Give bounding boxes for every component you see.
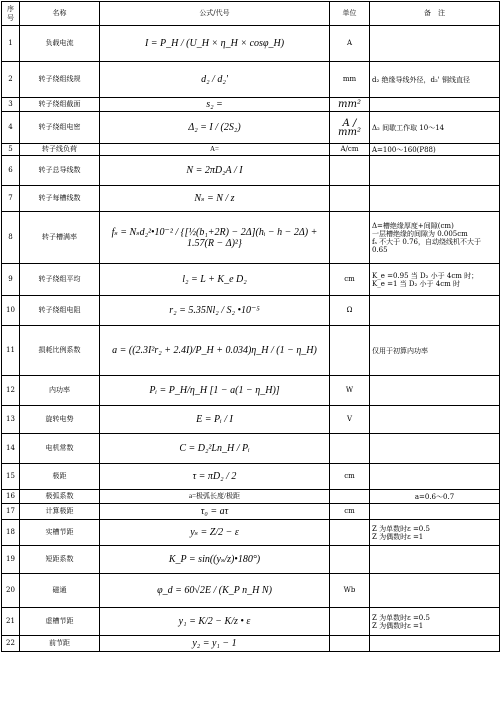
row-unit: Wb — [330, 574, 370, 608]
row-note — [370, 464, 500, 490]
row-unit — [330, 212, 370, 264]
table-row — [2, 326, 500, 376]
table-row — [2, 434, 500, 464]
header-note: 备 注 — [370, 2, 500, 26]
row-name: 转子绕组平均 — [20, 264, 100, 296]
row-name: 转子绕组线规 — [20, 62, 100, 98]
note-line: Z 为单数时ε =0.5 — [372, 524, 430, 533]
row-number: 13 — [2, 406, 20, 434]
row-name: 内功率 — [20, 376, 100, 406]
row-note — [370, 212, 500, 264]
row-unit: A / mm² — [330, 112, 370, 144]
row-formula: φ_d = 60√2E / (K_P n_H N) — [100, 574, 330, 608]
row-note — [370, 296, 500, 326]
row-unit — [330, 520, 370, 546]
row-unit: A/cm — [330, 144, 370, 156]
row-number: 17 — [2, 504, 20, 520]
header-name: 名称 — [20, 2, 100, 26]
row-number: 10 — [2, 296, 20, 326]
row-note — [370, 434, 500, 464]
table-row — [2, 264, 500, 296]
note-line: A=100～160(P88) — [372, 145, 436, 154]
formula-table — [1, 1, 500, 652]
row-number: 15 — [2, 464, 20, 490]
row-unit: mm — [330, 62, 370, 98]
row-name: 计算极距 — [20, 504, 100, 520]
table-header-row — [2, 2, 500, 26]
row-number: 11 — [2, 326, 20, 376]
row-note — [370, 144, 500, 156]
row-note — [370, 376, 500, 406]
row-formula: A= — [100, 144, 330, 156]
row-unit: W — [330, 376, 370, 406]
row-formula: I = P_H / (U_H × η_H × cosφ_H) — [100, 26, 330, 62]
row-name: 极弧系数 — [20, 490, 100, 504]
row-unit — [330, 636, 370, 652]
note-line: K_e =0.95 当 D₂ 小于 4cm 时； — [372, 271, 479, 280]
row-name: 旋转电势 — [20, 406, 100, 434]
row-name: 转子绕组电密 — [20, 112, 100, 144]
row-note — [370, 608, 500, 636]
note-line: Δ₂ 间歇工作取 10～14 — [372, 123, 445, 132]
row-number: 14 — [2, 434, 20, 464]
note-line: 一层槽绝缘的间隙为 0.005cm — [372, 229, 468, 238]
row-note — [370, 112, 500, 144]
row-name: 转子槽满率 — [20, 212, 100, 264]
note-line: Z 为偶数时ε =1 — [372, 621, 424, 630]
row-note — [370, 504, 500, 520]
row-name: 磁通 — [20, 574, 100, 608]
row-name: 极距 — [20, 464, 100, 490]
table-row — [2, 406, 500, 434]
row-note — [370, 326, 500, 376]
row-name: 转子线负荷 — [20, 144, 100, 156]
table-row — [2, 376, 500, 406]
row-name: 负载电流 — [20, 26, 100, 62]
row-name: 实槽节距 — [20, 520, 100, 546]
note-line: 仅用于初算内功率 — [372, 346, 428, 355]
row-unit: A — [330, 26, 370, 62]
row-formula: s₂ = — [100, 98, 330, 112]
row-unit — [330, 546, 370, 574]
row-unit: mm² — [330, 98, 370, 112]
note-line: Z 为偶数时ε =1 — [372, 532, 424, 541]
table-row — [2, 144, 500, 156]
row-unit: cm — [330, 504, 370, 520]
row-name: 转子绕组电阻 — [20, 296, 100, 326]
note-line: Z 为单数时ε =0.5 — [372, 613, 430, 622]
row-unit: Ω — [330, 296, 370, 326]
row-note — [370, 406, 500, 434]
row-formula: fₛ = Nₛd₂²•10⁻² / {[½(b₁+2R) − 2Δ](hᵢ − h − 2Δ) + 1.57(R − Δ)²} — [100, 212, 330, 264]
row-unit: V — [330, 406, 370, 434]
row-number: 20 — [2, 574, 20, 608]
table-row — [2, 212, 500, 264]
row-formula: yₛ = Z/2 − ε — [100, 520, 330, 546]
row-formula: Pᵢ = P_H/η_H [1 − a(1 − η_H)] — [100, 376, 330, 406]
note-line: Δ=槽绝缘厚度+间隙(cm) — [372, 221, 454, 230]
table-row — [2, 574, 500, 608]
table-row — [2, 186, 500, 212]
row-formula: K_P = sin((yₛ/z)•180°) — [100, 546, 330, 574]
table-row — [2, 520, 500, 546]
row-unit — [330, 434, 370, 464]
row-number: 12 — [2, 376, 20, 406]
note-line: a=0.6～0.7 — [414, 492, 455, 501]
note-line: fₛ 不大于 0.76，自动绕线机不大于 0.65 — [372, 237, 481, 254]
row-formula: l₂ = L + K_e D₂ — [100, 264, 330, 296]
row-formula: τ = πD₂ / 2 — [100, 464, 330, 490]
row-formula: Δ₂ = I / (2S₂) — [100, 112, 330, 144]
row-unit — [330, 608, 370, 636]
row-number: 21 — [2, 608, 20, 636]
row-note — [370, 98, 500, 112]
row-name: 短距系数 — [20, 546, 100, 574]
row-number: 5 — [2, 144, 20, 156]
row-number: 1 — [2, 26, 20, 62]
row-number: 3 — [2, 98, 20, 112]
note-line: K_e =1 当 D₂ 小于 4cm 时 — [372, 279, 460, 288]
row-unit — [330, 186, 370, 212]
row-number: 4 — [2, 112, 20, 144]
row-name: 损耗比例系数 — [20, 326, 100, 376]
row-name: 电机常数 — [20, 434, 100, 464]
row-formula: E = Pᵢ / I — [100, 406, 330, 434]
header-no: 序号 — [2, 2, 20, 26]
table-row — [2, 608, 500, 636]
table-row — [2, 156, 500, 186]
row-note — [370, 264, 500, 296]
row-formula: r₂ = 5.35Nl₂ / S₂ •10⁻⁵ — [100, 296, 330, 326]
table-row — [2, 636, 500, 652]
row-formula: y₁ = K/2 − K/z • ε — [100, 608, 330, 636]
row-name: 前节距 — [20, 636, 100, 652]
row-formula: a=极弧长度/极距 — [100, 490, 330, 504]
row-number: 18 — [2, 520, 20, 546]
row-unit — [330, 326, 370, 376]
row-number: 22 — [2, 636, 20, 652]
row-name: 虚槽节距 — [20, 608, 100, 636]
row-note — [370, 636, 500, 652]
row-note — [370, 520, 500, 546]
table-row — [2, 546, 500, 574]
table-row — [2, 464, 500, 490]
row-name: 转子每槽线数 — [20, 186, 100, 212]
header-unit: 单位 — [330, 2, 370, 26]
row-number: 8 — [2, 212, 20, 264]
row-number: 7 — [2, 186, 20, 212]
row-number: 19 — [2, 546, 20, 574]
row-formula: C = D₂²Ln_H / Pᵢ — [100, 434, 330, 464]
table-row — [2, 296, 500, 326]
row-number: 6 — [2, 156, 20, 186]
row-unit: cm — [330, 464, 370, 490]
table-row — [2, 98, 500, 112]
row-formula: d₂ / d₂' — [100, 62, 330, 98]
row-note — [370, 186, 500, 212]
row-unit — [330, 490, 370, 504]
table-row — [2, 26, 500, 62]
row-formula: τ₀ = aτ — [100, 504, 330, 520]
table-row — [2, 112, 500, 144]
row-note — [370, 574, 500, 608]
table-row — [2, 504, 500, 520]
row-note — [370, 26, 500, 62]
row-formula: N = 2πD₂A / I — [100, 156, 330, 186]
row-unit — [330, 156, 370, 186]
row-name: 转子绕组截面 — [20, 98, 100, 112]
row-name: 转子总导线数 — [20, 156, 100, 186]
row-note — [370, 490, 500, 504]
row-number: 2 — [2, 62, 20, 98]
table-body — [2, 26, 500, 652]
row-number: 9 — [2, 264, 20, 296]
row-formula: a = ((2.3I²r₂ + 2.4I)/P_H + 0.034)η_H / (1 − η_H) — [100, 326, 330, 376]
table-row — [2, 62, 500, 98]
note-line: d₂ 绝缘导线外径，d₂' 铜线直径 — [372, 75, 470, 84]
row-unit: cm — [330, 264, 370, 296]
row-formula: Nₛ = N / z — [100, 186, 330, 212]
table-row — [2, 490, 500, 504]
row-note — [370, 546, 500, 574]
row-note — [370, 156, 500, 186]
row-number: 16 — [2, 490, 20, 504]
row-note — [370, 62, 500, 98]
row-formula: y₂ = y₁ − 1 — [100, 636, 330, 652]
header-formula: 公式/代号 — [100, 2, 330, 26]
